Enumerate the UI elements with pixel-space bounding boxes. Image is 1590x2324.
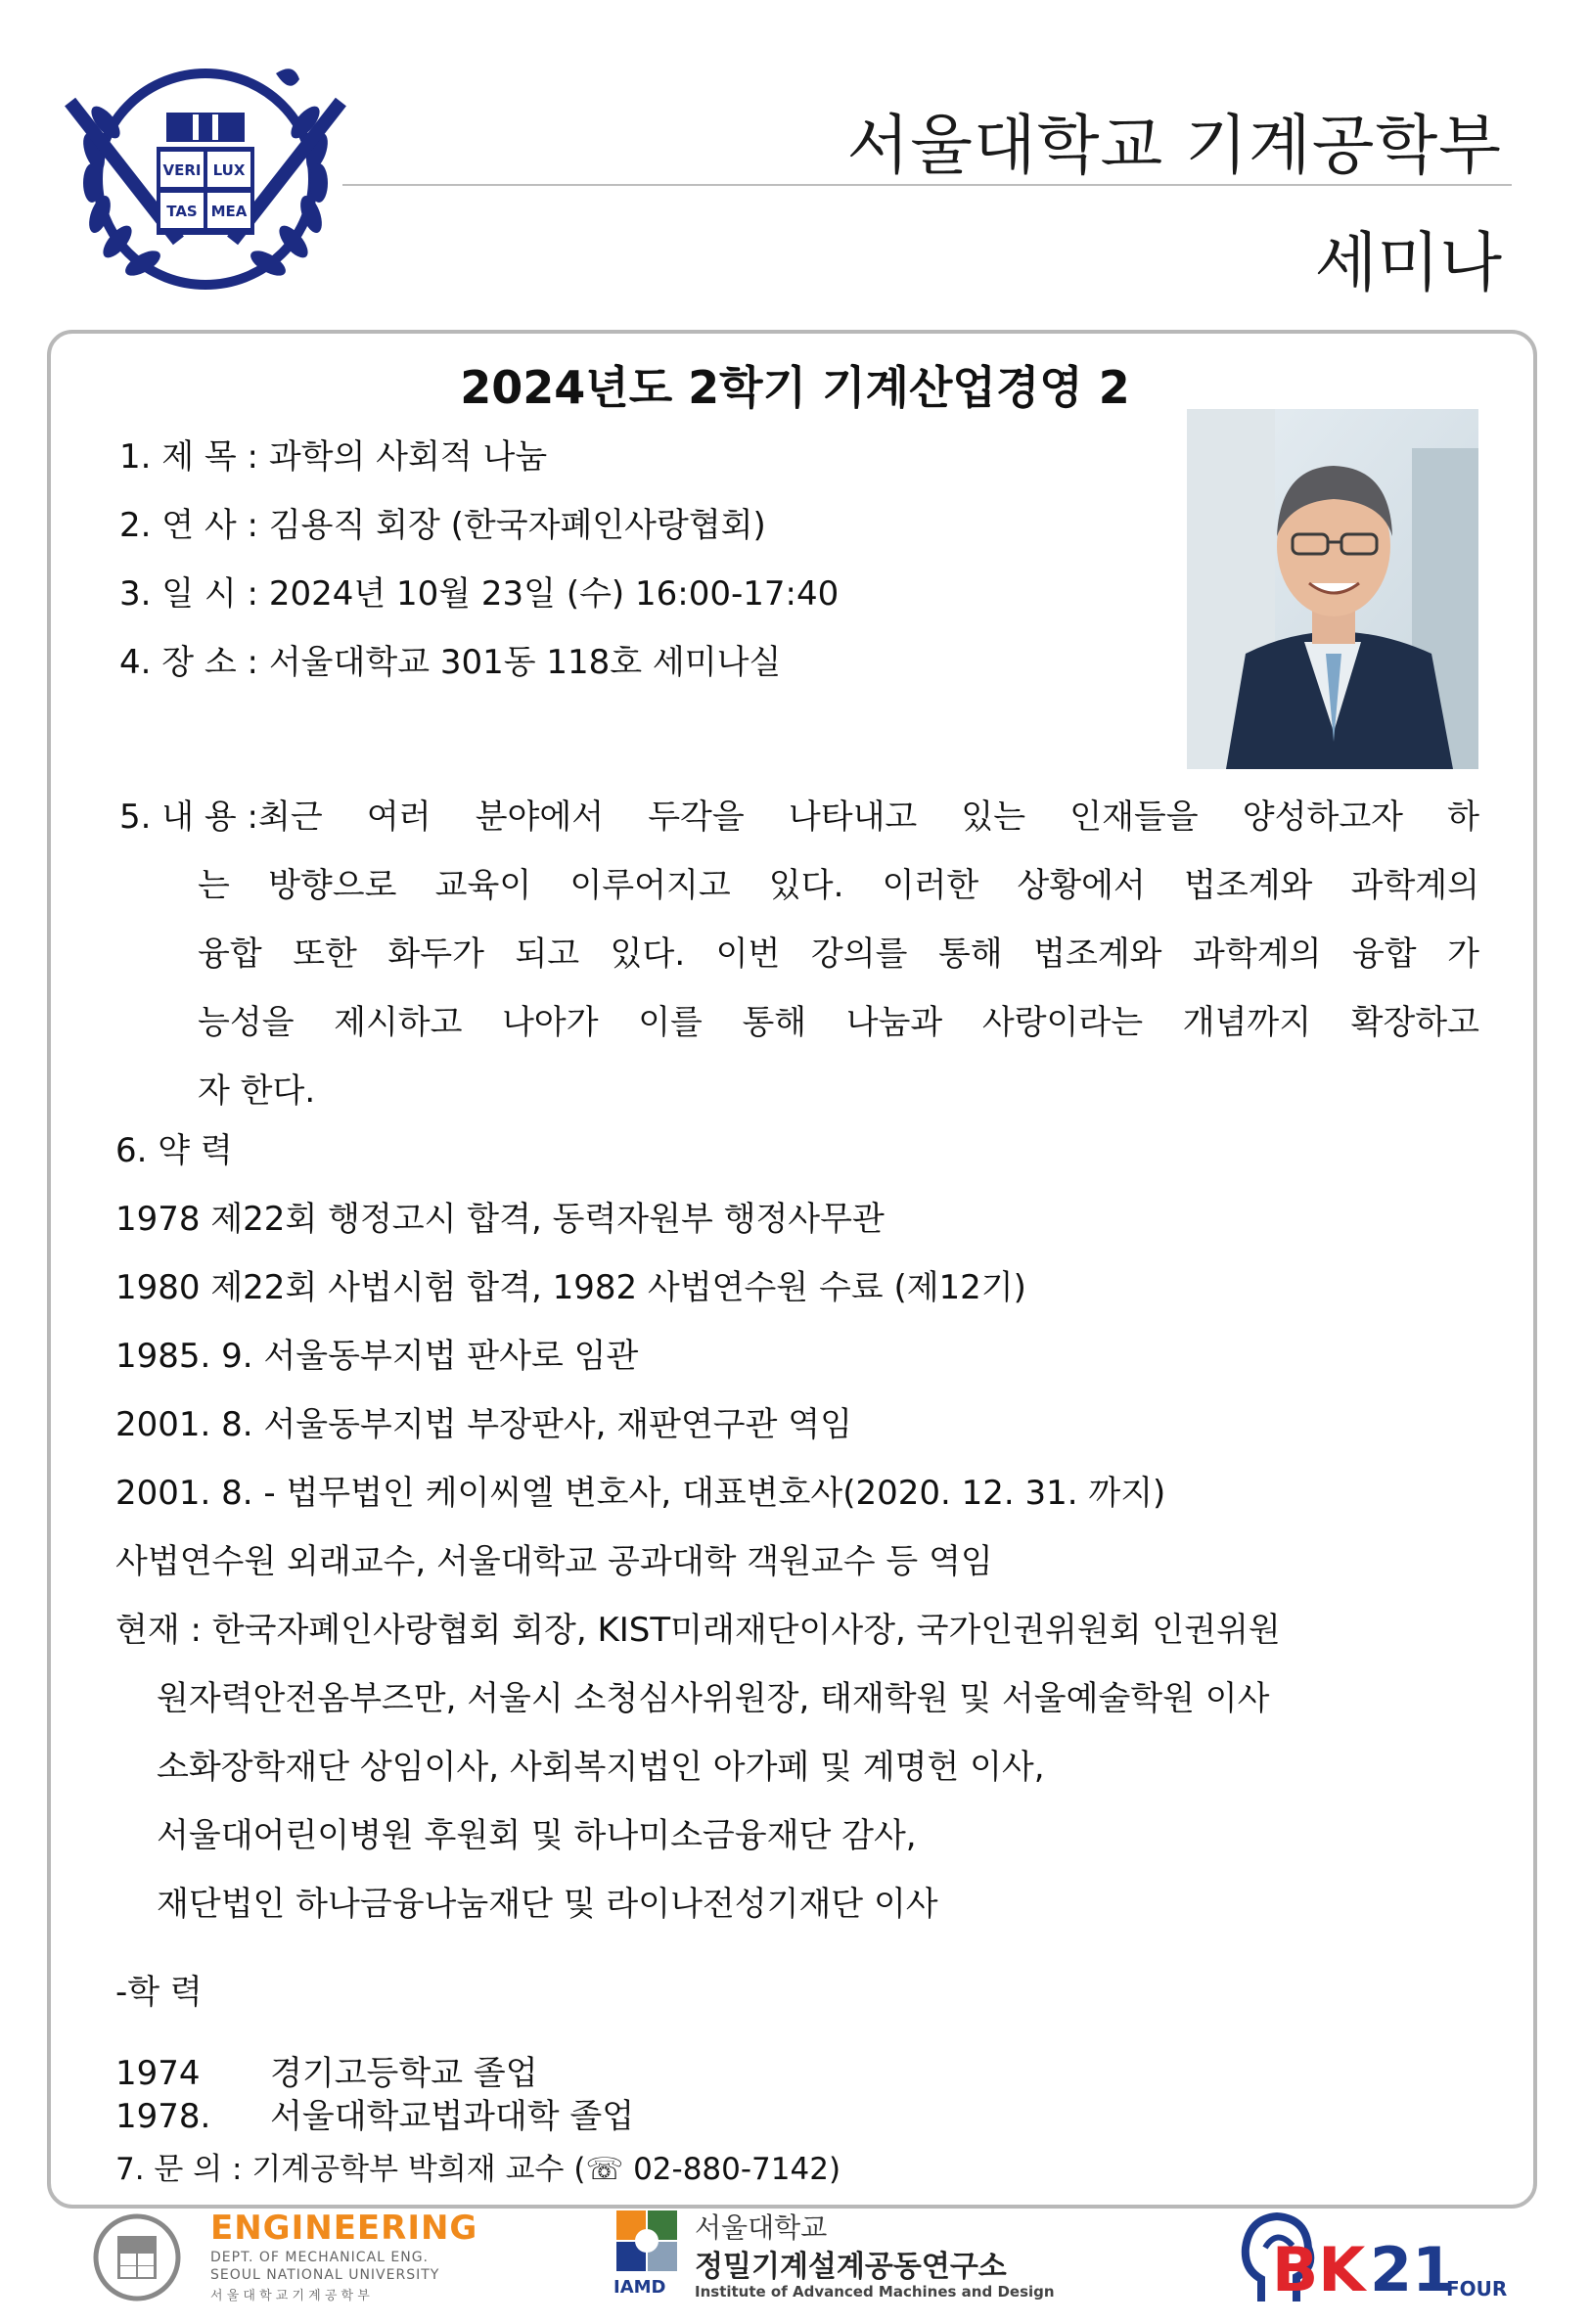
engineering-univ: SEOUL NATIONAL UNIVERSITY — [210, 2267, 440, 2283]
item-place: 4. 장 소 : 서울대학교 301동 118호 세미나실 — [119, 643, 782, 682]
career-current-line: 원자력안전옴부즈만, 서울시 소청심사위원장, 태재학원 및 서울예술학원 이사 — [157, 1679, 1270, 1718]
content-line: 는 방향으로 교육이 이루어지고 있다. 이러한 상황에서 법조계와 과학계의 — [198, 866, 1479, 905]
education-heading: -학 력 — [115, 1973, 203, 2012]
item-speaker: 2. 연 사 : 김용직 회장 (한국자폐인사랑협회) — [119, 506, 766, 545]
education-text: 서울대학교법과대학 졸업 — [270, 2097, 635, 2136]
career-line: 1980 제22회 사법시험 합격, 1982 사법연수원 수료 (제12기) — [115, 1268, 1026, 1307]
education-row — [115, 2053, 538, 2094]
contact-line: 7. 문 의 : 기계공학부 박희재 교수 (☏ 02-880-7142) — [115, 2152, 841, 2187]
iamd-univ: 서울대학교 — [695, 2211, 828, 2244]
header-divider — [342, 184, 1512, 186]
career-current-line: 서울대어린이병원 후원회 및 하나미소금융재단 감사, — [157, 1816, 917, 1855]
content-line: 융합 또한 화두가 되고 있다. 이번 강의를 통해 법조계와 과학계의 융합 가 — [198, 934, 1479, 974]
iamd-icon — [616, 2210, 677, 2271]
item-title: 1. 제 목 : 과학의 사회적 나눔 — [119, 437, 548, 477]
education-year: 1974 — [115, 2054, 201, 2093]
engineering-dept: DEPT. OF MECHANICAL ENG. — [210, 2250, 430, 2265]
career-line: 사법연수원 외래교수, 서울대학교 공과대학 객원교수 등 역임 — [115, 1542, 993, 1581]
department-title: 서울대학교 기계공학부 — [846, 108, 1502, 183]
content-paragraph — [119, 783, 1479, 1125]
career-line: 2001. 8. 서울동부지법 부장판사, 재판연구관 역임 — [115, 1405, 852, 1444]
logo-word-3: TAS — [166, 203, 198, 220]
iamd-abbr: IAMD — [613, 2277, 666, 2298]
item-datetime: 3. 일 시 : 2024년 10월 23일 (수) 16:00-17:40 — [119, 574, 840, 614]
footer-logos — [0, 2207, 1590, 2324]
logo-word-4: MEA — [210, 203, 248, 220]
bk21-bk: BK — [1272, 2234, 1366, 2305]
content-line: 최근 여러 분야에서 두각을 나타내고 있는 인재들을 양성하고자 하 — [258, 797, 1479, 837]
career-current-line: 재단법인 하나금융나눔재단 및 라이나전성기재단 이사 — [157, 1885, 938, 1924]
career-line: 1985. 9. 서울동부지법 판사로 임관 — [115, 1337, 639, 1376]
seminar-heading: 세미나 — [1314, 225, 1502, 300]
education-row — [115, 2096, 634, 2137]
course-title: 2024년도 2학기 기계산업경영 2 — [460, 361, 1130, 414]
speaker-photo — [1187, 409, 1478, 769]
logo-word-2: LUX — [212, 161, 246, 179]
content-line: 능성을 제시하고 나아가 이를 통해 나눔과 사랑이라는 개념까지 확장하고 — [198, 1003, 1479, 1042]
snu-small-emblem — [88, 2207, 186, 2304]
content-label: 5. 내 용 : — [119, 797, 259, 837]
iamd-english: Institute of Advanced Machines and Design — [695, 2283, 1055, 2301]
career-current-line: 소화장학재단 상임이사, 사회복지법인 아가페 및 계명헌 이사, — [157, 1748, 1045, 1787]
engineering-wordmark: ENGINEERING — [210, 2209, 478, 2248]
logo-word-1: VERI — [162, 161, 202, 179]
iamd-name: 정밀기계설계공동연구소 — [695, 2250, 1007, 2284]
career-current: 현재 : 한국자폐인사랑협회 회장, KIST미래재단이사장, 국가인권위원회 인권위원 — [115, 1611, 1281, 1650]
education-text: 경기고등학교 졸업 — [270, 2054, 538, 2093]
snu-emblem-logo — [59, 54, 352, 298]
engineering-korean: 서 울 대 학 교 기 계 공 학 부 — [210, 2289, 370, 2303]
career-heading: 6. 약 력 — [115, 1131, 233, 1170]
content-line: 자 한다. — [198, 1071, 316, 1111]
bk21-number: 21 — [1370, 2234, 1455, 2305]
career-line: 1978 제22회 행정고시 합격, 동력자원부 행정사무관 — [115, 1200, 885, 1239]
education-year: 1978. — [115, 2097, 211, 2136]
bk21-four: FOUR — [1446, 2277, 1508, 2301]
career-line: 2001. 8. - 법무법인 케이씨엘 변호사, 대표변호사(2020. 12. 31. 까지) — [115, 1474, 1166, 1513]
